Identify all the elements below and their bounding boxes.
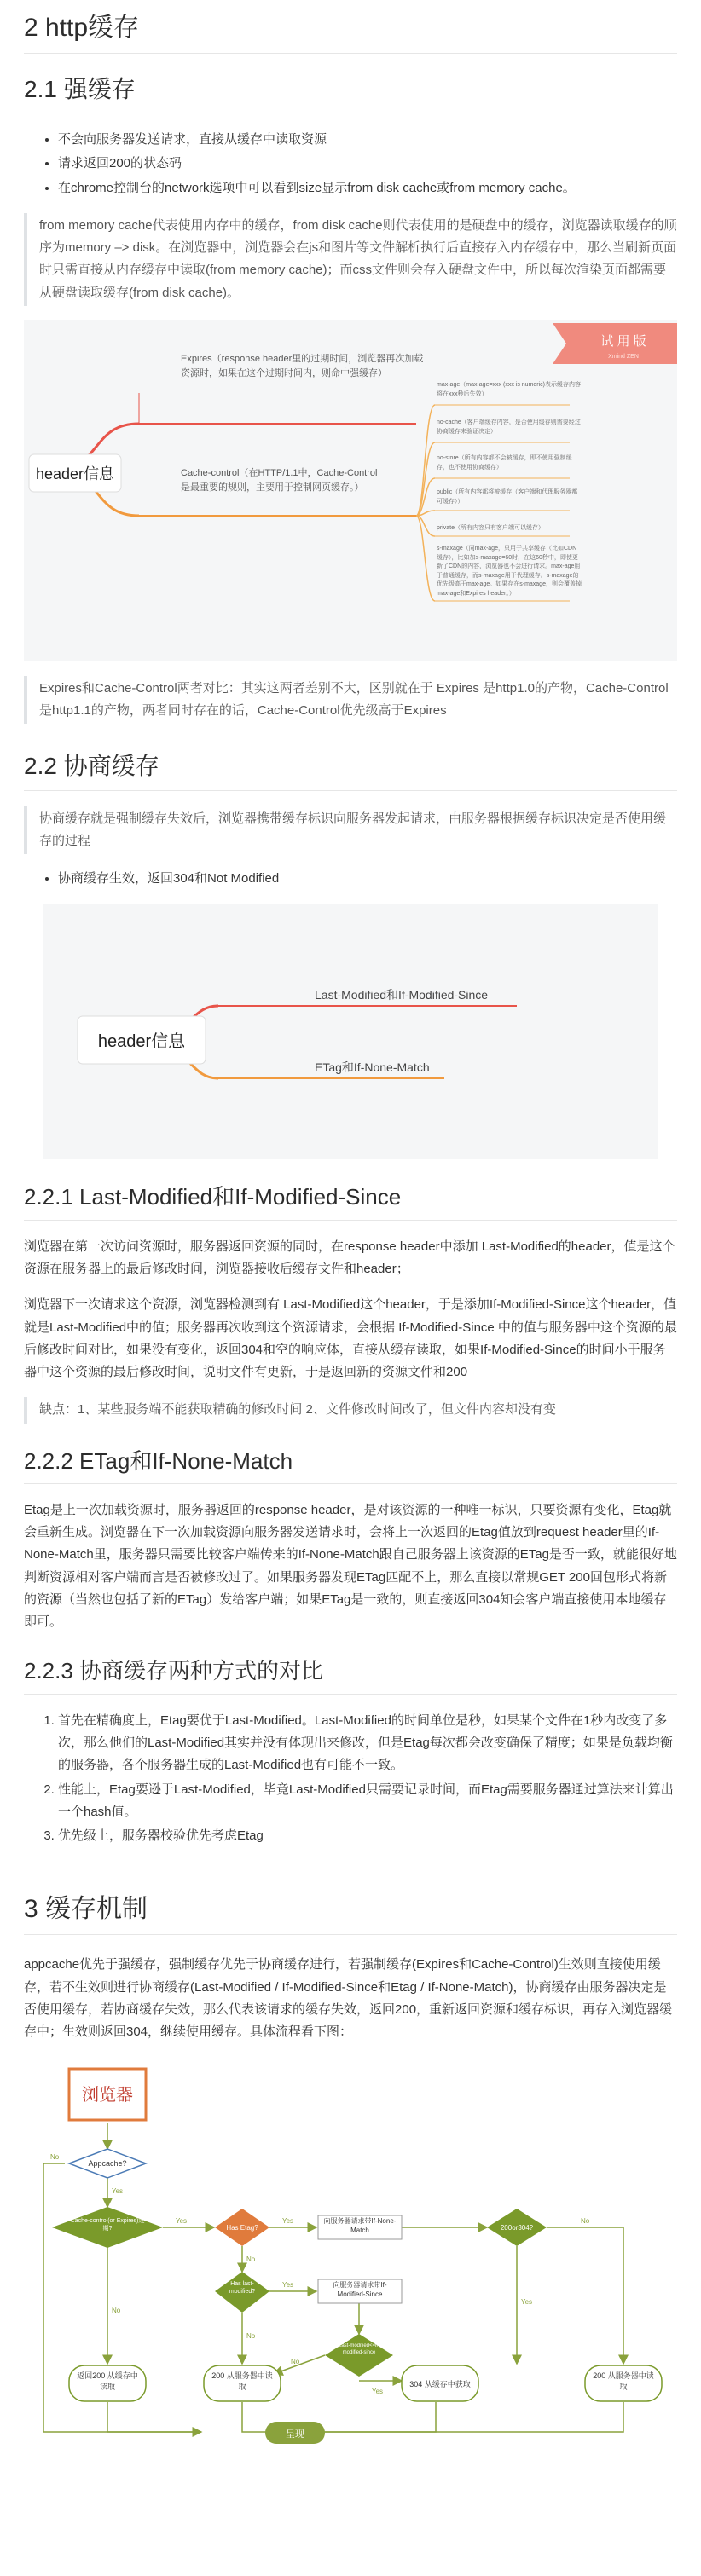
trial-badge: [553, 323, 677, 364]
section-2-2-1-title: 2.2.1 Last-Modified和If-Modified-Since: [24, 1181, 677, 1220]
list-item: 2. 性能上，Etag要逊于Last-Modified，毕竟Last-Modified只需要记录时间，而Etag需要服务器通过算法来计算出一个hash值。: [58, 1779, 677, 1824]
cache-304-label: 304 从缓存中获取: [409, 2380, 471, 2389]
comparison-list: [24, 1710, 677, 1848]
negotiation-cache-list: [24, 868, 677, 890]
negotiation-root-label: header信息: [97, 1032, 186, 1052]
section-2-title: 2 http缓存: [24, 0, 677, 54]
edge-label: No: [112, 2307, 121, 2315]
server-200b-label: 200 从服务器中读取: [593, 2371, 654, 2391]
list-item: • 协商缓存生效，返回304和Not Modified: [58, 868, 677, 890]
list-item: • 在chrome控制台的network选项中可以看到size显示from disk cache或from memory cache。: [58, 177, 677, 199]
drawbacks-quote: 缺点：1、某些服务端不能获取精确的修改时间 2、文件修改时间改了，但文件内容却没有变: [24, 1397, 677, 1423]
browser-label: 浏览器: [82, 2086, 133, 2105]
paragraph: 浏览器下一次请求这个资源，浏览器检测到有 Last-Modified这个header，于是添加If-Modified-Since这个header，值就是Last-Modified中的值；服务器再次收到这个资源请求，会根据 If-Modified-Since 中的值与服务器中这个资源的最后修改时间对比，如果没有变化，返回304和空的响应体，直接从缓存读取，如果If-Modified-Since的时间小于服务器中这个资源的最后修改时间，说明文件有更新，于是返回新的资源文件和200: [24, 1297, 677, 1380]
cache-flowchart: [35, 2057, 666, 2458]
edge-label: No: [581, 2217, 590, 2226]
edge-label: No: [50, 2153, 60, 2162]
edge-label: Yes: [372, 2388, 384, 2396]
edge-label: No: [246, 2332, 256, 2341]
edge-label: Yes: [176, 2217, 188, 2226]
list-item: • 请求返回200的状态码: [58, 153, 677, 175]
read-cache-label: 返回200 从缓存中读取: [77, 2371, 138, 2391]
render-label: 呈现: [286, 2429, 304, 2440]
mindmap-svg: [24, 320, 677, 661]
expires-vs-cache-control-quote: Expires和Cache-Control两者对比：其实这两者差别不大，区别就在于 Expires 是http1.0的产物，Cache-Control是http1.1的产物，两者同时存在的话，Cache-Control优先级高于Expires: [24, 676, 677, 725]
edge-label: No: [291, 2358, 300, 2366]
edge-label: Yes: [112, 2187, 124, 2196]
edge-label: No: [246, 2255, 256, 2264]
server-200-label: 200 从服务器中读取: [211, 2371, 273, 2391]
section-2-2-title: 2.2 协商缓存: [24, 749, 677, 790]
status-decision-label: 200or304?: [500, 2224, 534, 2232]
expired-label: Cache-control(or Expires)过期?: [70, 2218, 145, 2232]
list-item: 3. 优先级上，服务器校验优先考虑Etag: [58, 1825, 677, 1847]
mindmap-leaf: max-age（max-age=xxx (xxx is numeric)表示缓存内容将在xxx秒后失效）: [437, 381, 582, 397]
mindmap-expires-node: Expires（response header里的过期时间，浏览器再次加载资源时，如果在这个过期时间内，则命中强缓存）: [181, 353, 424, 378]
strong-cache-mindmap: [24, 320, 677, 661]
mindmap-leaf: private（所有内容只有客户端可以缓存）: [437, 524, 545, 531]
section-2-2-2-title: 2.2.2 ETag和If-None-Match: [24, 1446, 677, 1484]
mindmap-root-label: header信息: [35, 465, 115, 482]
paragraph: appcache优先于强缓存，强制缓存优先于协商缓存进行，若强制缓存(Expires和Cache-Control)生效则直接使用缓存，若不生效则进行协商缓存(Last-Modified / If-Modified-Since和Etag / If-None-Match)，协商缓存由服务器决定是否使用缓存，若协商缓存失效，那么代表该请求的缓存失效，返回200，重新返回资源和缓存标识，再存入浏览器缓存中；生效则返回304，继续使用缓存。具体流程看下图：: [24, 1957, 673, 2040]
section-2-2-3-title: 2.2.3 协商缓存两种方式的对比: [24, 1655, 677, 1694]
negotiation-mindmap: [43, 904, 658, 1159]
has-lastmod-label: Has last-modified?: [229, 2281, 256, 2296]
paragraph: 浏览器在第一次访问资源时，服务器返回资源的同时，在response header中添加 Last-Modified的header，值是这个资源在服务器上的最后修改时间，浏览器接收后缓存文件和header；: [24, 1239, 675, 1277]
mindmap-leaf: no-store（所有内容都不会被缓存，即不使用强制缓存，也不使用协商缓存）: [437, 454, 572, 471]
mindmap-leaf: public（所有内容都将被缓存（客户端和代理服务器都可缓存））: [437, 488, 578, 505]
mindmap-leaf: no-cache（客户端缓存内容，是否使用缓存则需要经过协商缓存来验证决定）: [437, 419, 581, 435]
edge-label: Yes: [521, 2298, 533, 2307]
has-etag-label: Has Etag?: [226, 2224, 258, 2232]
negotiation-cache-quote: 协商缓存就是强制缓存失效后，浏览器携带缓存标识向服务器发起请求，由服务器根据缓存标识决定是否使用缓存的过程: [24, 806, 677, 855]
strong-cache-list: [24, 129, 677, 199]
list-item: 1. 首先在精确度上，Etag要优于Last-Modified。Last-Modified的时间单位是秒，如果某个文件在1秒内改变了多次，那么他们的Last-Modified其实并没有体现出来修改，但是Etag每次都会改变确保了精度；如果是负载均衡的服务器，各个服务器生成的Last-Modified也有可能不一致。: [58, 1710, 677, 1777]
branch-label: ETag和If-None-Match: [315, 1060, 430, 1075]
paragraph: Etag是上一次加载资源时，服务器返回的response header，是对该资源的一种唯一标识，只要资源有变化，Etag就会重新生成。浏览器在下一次加载资源向服务器发送请求时，会将上一次返回的Etag值放到request header里的If-None-Match里，服务器只需要比较客户端传来的If-None-Match跟自己服务器上该资源的ETag是否一致，就能很好地判断资源相对客户端而言是否被修改过了。如果服务器发现ETag匹配不上，那么直接以常规GET 200回包形式将新的资源（当然也包括了新的ETag）发给客户端；如果ETag是一致的，则直接返回304知会客户端直接使用本地缓存即可。: [24, 1502, 677, 1630]
request-ims-label: 向服务器请求带If-Modified-Since: [333, 2281, 387, 2299]
section-2-1-title: 2.1 强缓存: [24, 72, 677, 113]
mindmap-cache-control-node: Cache-control（在HTTP/1.1中，Cache-Control是最重要的规则，主要用于控制网页缓存。）: [181, 467, 378, 493]
list-item: • 不会向服务器发送请求，直接从缓存中读取资源: [58, 129, 677, 151]
appcache-label: Appcache?: [88, 2159, 127, 2169]
lastmod-compare-label: Last-modified<=if-modified-since: [338, 2343, 380, 2356]
badge-label: 试 用 版: [600, 333, 646, 349]
section-3-title: 3 缓存机制: [24, 1881, 677, 1935]
badge-sub: Xmind ZEN: [608, 353, 639, 360]
edge-label: Yes: [282, 2217, 294, 2226]
flowchart-svg: [35, 2057, 666, 2458]
negotiation-mindmap-svg: [43, 904, 658, 1159]
memory-disk-quote: from memory cache代表使用内存中的缓存，from disk cache则代表使用的是硬盘中的缓存，浏览器读取缓存的顺序为memory –> disk。在浏览器中，浏览器会在js和图片等文件解析执行后直接存入内存缓存中，那么当刷新页面时只需直接从内存缓存中读取(from memory cache)；而css文件则会存入硬盘文件中，所以每次渲染页面都需要从硬盘读取缓存(from disk cache)。: [24, 213, 677, 306]
edge-label: Yes: [282, 2281, 294, 2290]
mindmap-leaf: s-maxage（同max-age，只用于共享缓存（比如CDN缓存），比如加s-maxage=60时，在这60秒中，即使更新了CDN的内容，浏览器也不会进行请求。max-age用于普通缓存，而s-maxage用于代理缓存。s-maxage的优先级高于max-age。如果存在s-maxage，则会覆盖掉max-age和Expires header。）: [437, 545, 582, 597]
request-inm-label: 向服务器请求带If-None-Match: [323, 2217, 397, 2235]
branch-label: Last-Modified和If-Modified-Since: [315, 988, 489, 1002]
